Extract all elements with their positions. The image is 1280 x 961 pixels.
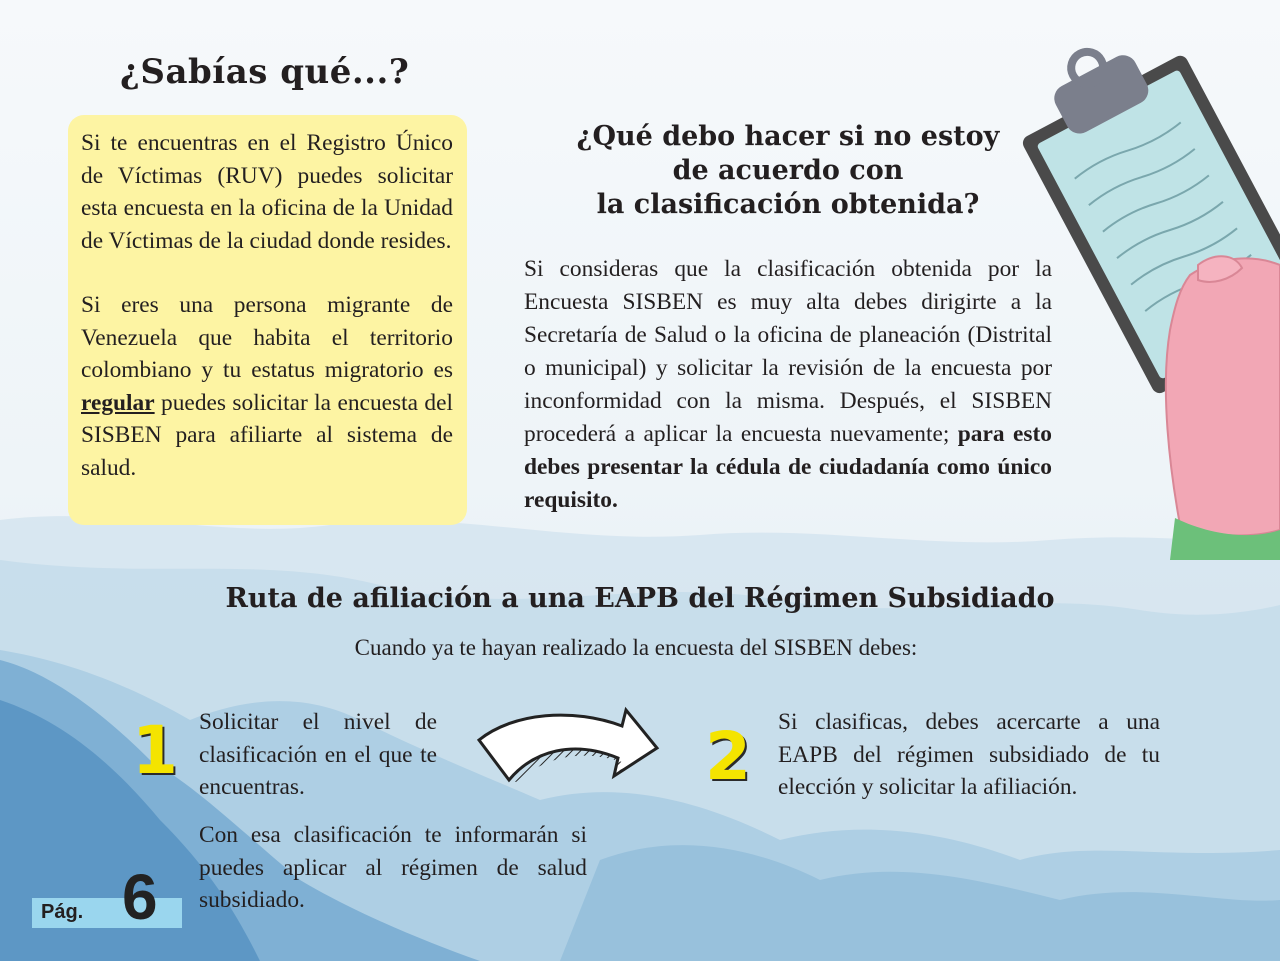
migrant-paragraph: [81, 289, 453, 484]
step-1-note: Con esa clasificación te informarán si puedes aplicar al régimen de salud subsidiado.: [199, 822, 587, 913]
question-answer-text: [524, 253, 1052, 517]
answer-requirement: para esto debes presentar la cédula de ciudadanía como único requisito.: [524, 421, 1052, 513]
question-title: [520, 120, 1056, 222]
step-1-text: Solicitar el nivel de clasificación en el que te encuentras.: [199, 709, 437, 800]
curved-arrow-icon: [474, 704, 664, 786]
sabias-que-title: ¿Sabías qué...?: [120, 52, 410, 92]
page-label: Pág.: [41, 901, 84, 923]
regular-emphasis: regular: [81, 389, 155, 416]
migrant-text-end: puedes solicitar la encuesta del SISBEN para afiliarte al sistema de salud.: [81, 389, 453, 481]
answer-body: Si consideras que la clasificación obtenida por la Encuesta SISBEN es muy alta debes dirigirte a la Secretaría de Salud o la oficina de planeación (Distrital o municipal) y solicitar la revisión de la encuesta por inconformidad con la misma. Después, el SISBEN procederá a aplicar la encuesta nuevamente;: [524, 256, 1052, 447]
question-title-line-3: la clasificación obtenida?: [596, 189, 980, 220]
did-you-know-box: [68, 115, 467, 525]
question-title-line-1: ¿Qué debo hacer si no estoy: [576, 121, 1000, 152]
route-subtitle: Cuando ya te hayan realizado la encuesta del SISBEN debes:: [354, 635, 918, 660]
step-2-text: Si clasificas, debes acercarte a una EAPB del régimen subsidiado de tu elección y solicitar la afiliación.: [778, 709, 1160, 800]
page-number: 6: [122, 861, 158, 933]
ruv-paragraph: Si te encuentras en el Registro Único de Víctimas (RUV) puedes solicitar esta encuesta en la oficina de la Unidad de Víctimas de la ciudad donde resides.: [81, 130, 453, 254]
step-2-number: 2: [705, 718, 751, 795]
route-title: Ruta de afiliación a una EAPB del Régimen Subsidiado: [225, 583, 1055, 614]
question-title-line-2: de acuerdo con: [672, 155, 904, 186]
migrant-text-start: Si eres una persona migrante de Venezuela que habita el territorio colombiano y tu estatus migratorio es: [81, 292, 453, 383]
clipboard-hand-illustration: [1020, 30, 1280, 560]
step-1-number: 1: [132, 712, 178, 789]
